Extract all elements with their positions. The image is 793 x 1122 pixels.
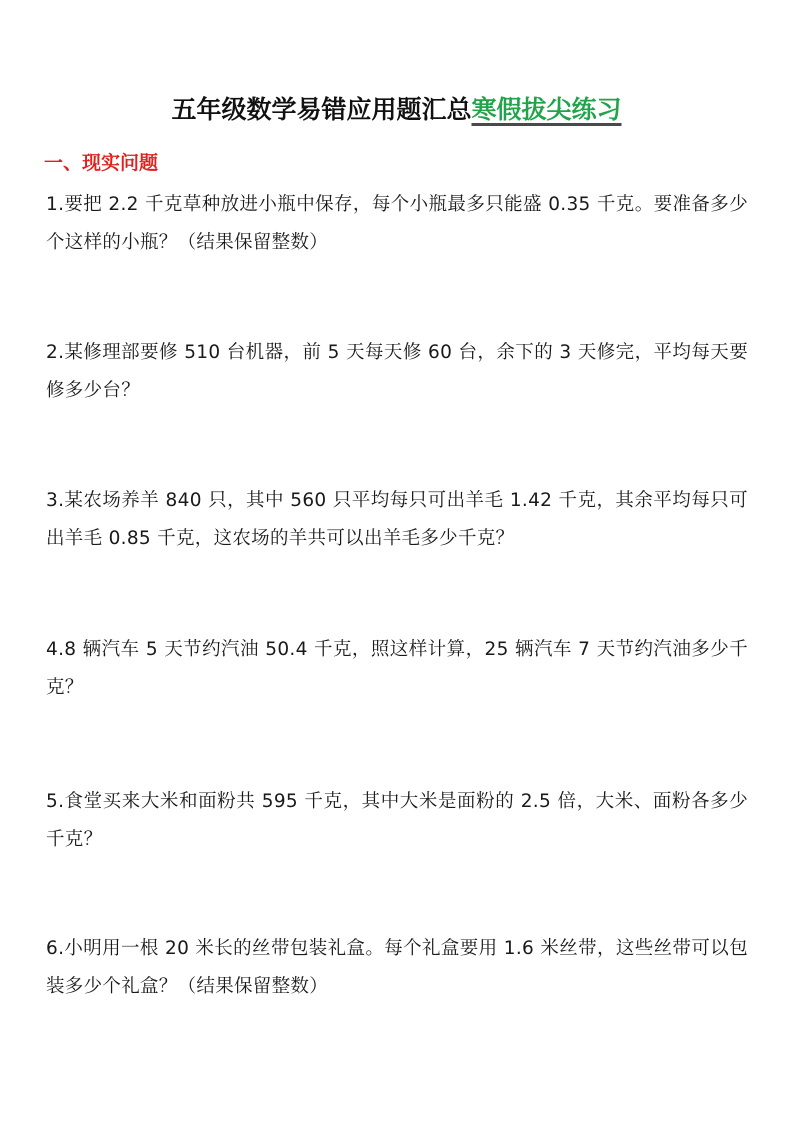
question-2: 2.某修理部要修 510 台机器，前 5 天每天修 60 台，余下的 3 天修完，平均每天要修多少台？: [46, 342, 748, 401]
question-5: 5.食堂买来大米和面粉共 595 千克，其中大米是面粉的 2.5 倍，大米、面粉各多少千克？: [46, 791, 748, 850]
question-6: 6.小明用一根 20 米长的丝带包装礼盒。每个礼盒要用 1.6 米丝带，这些丝带可以包装多少个礼盒？（结果保留整数）: [46, 938, 748, 997]
question-4: 4.8 辆汽车 5 天节约汽油 50.4 千克，照这样计算，25 辆汽车 7 天节约汽油多少千克？: [46, 639, 748, 698]
question-1: 1.要把 2.2 千克草种放进小瓶中保存，每个小瓶最多只能盛 0.35 千克。要准备多少个这样的小瓶？（结果保留整数）: [46, 194, 748, 253]
question-3: 3.某农场养羊 840 只，其中 560 只平均每只可出羊毛 1.42 千克，其余平均每只可出羊毛 0.85 千克，这农场的羊共可以出羊毛多少千克？: [46, 490, 748, 549]
title-highlight: 寒假拔尖练习: [471, 95, 622, 124]
title-main: 五年级数学易错应用题汇总: [171, 95, 472, 124]
section-heading: 一、现实问题: [44, 152, 159, 174]
page-title: [0, 90, 793, 130]
